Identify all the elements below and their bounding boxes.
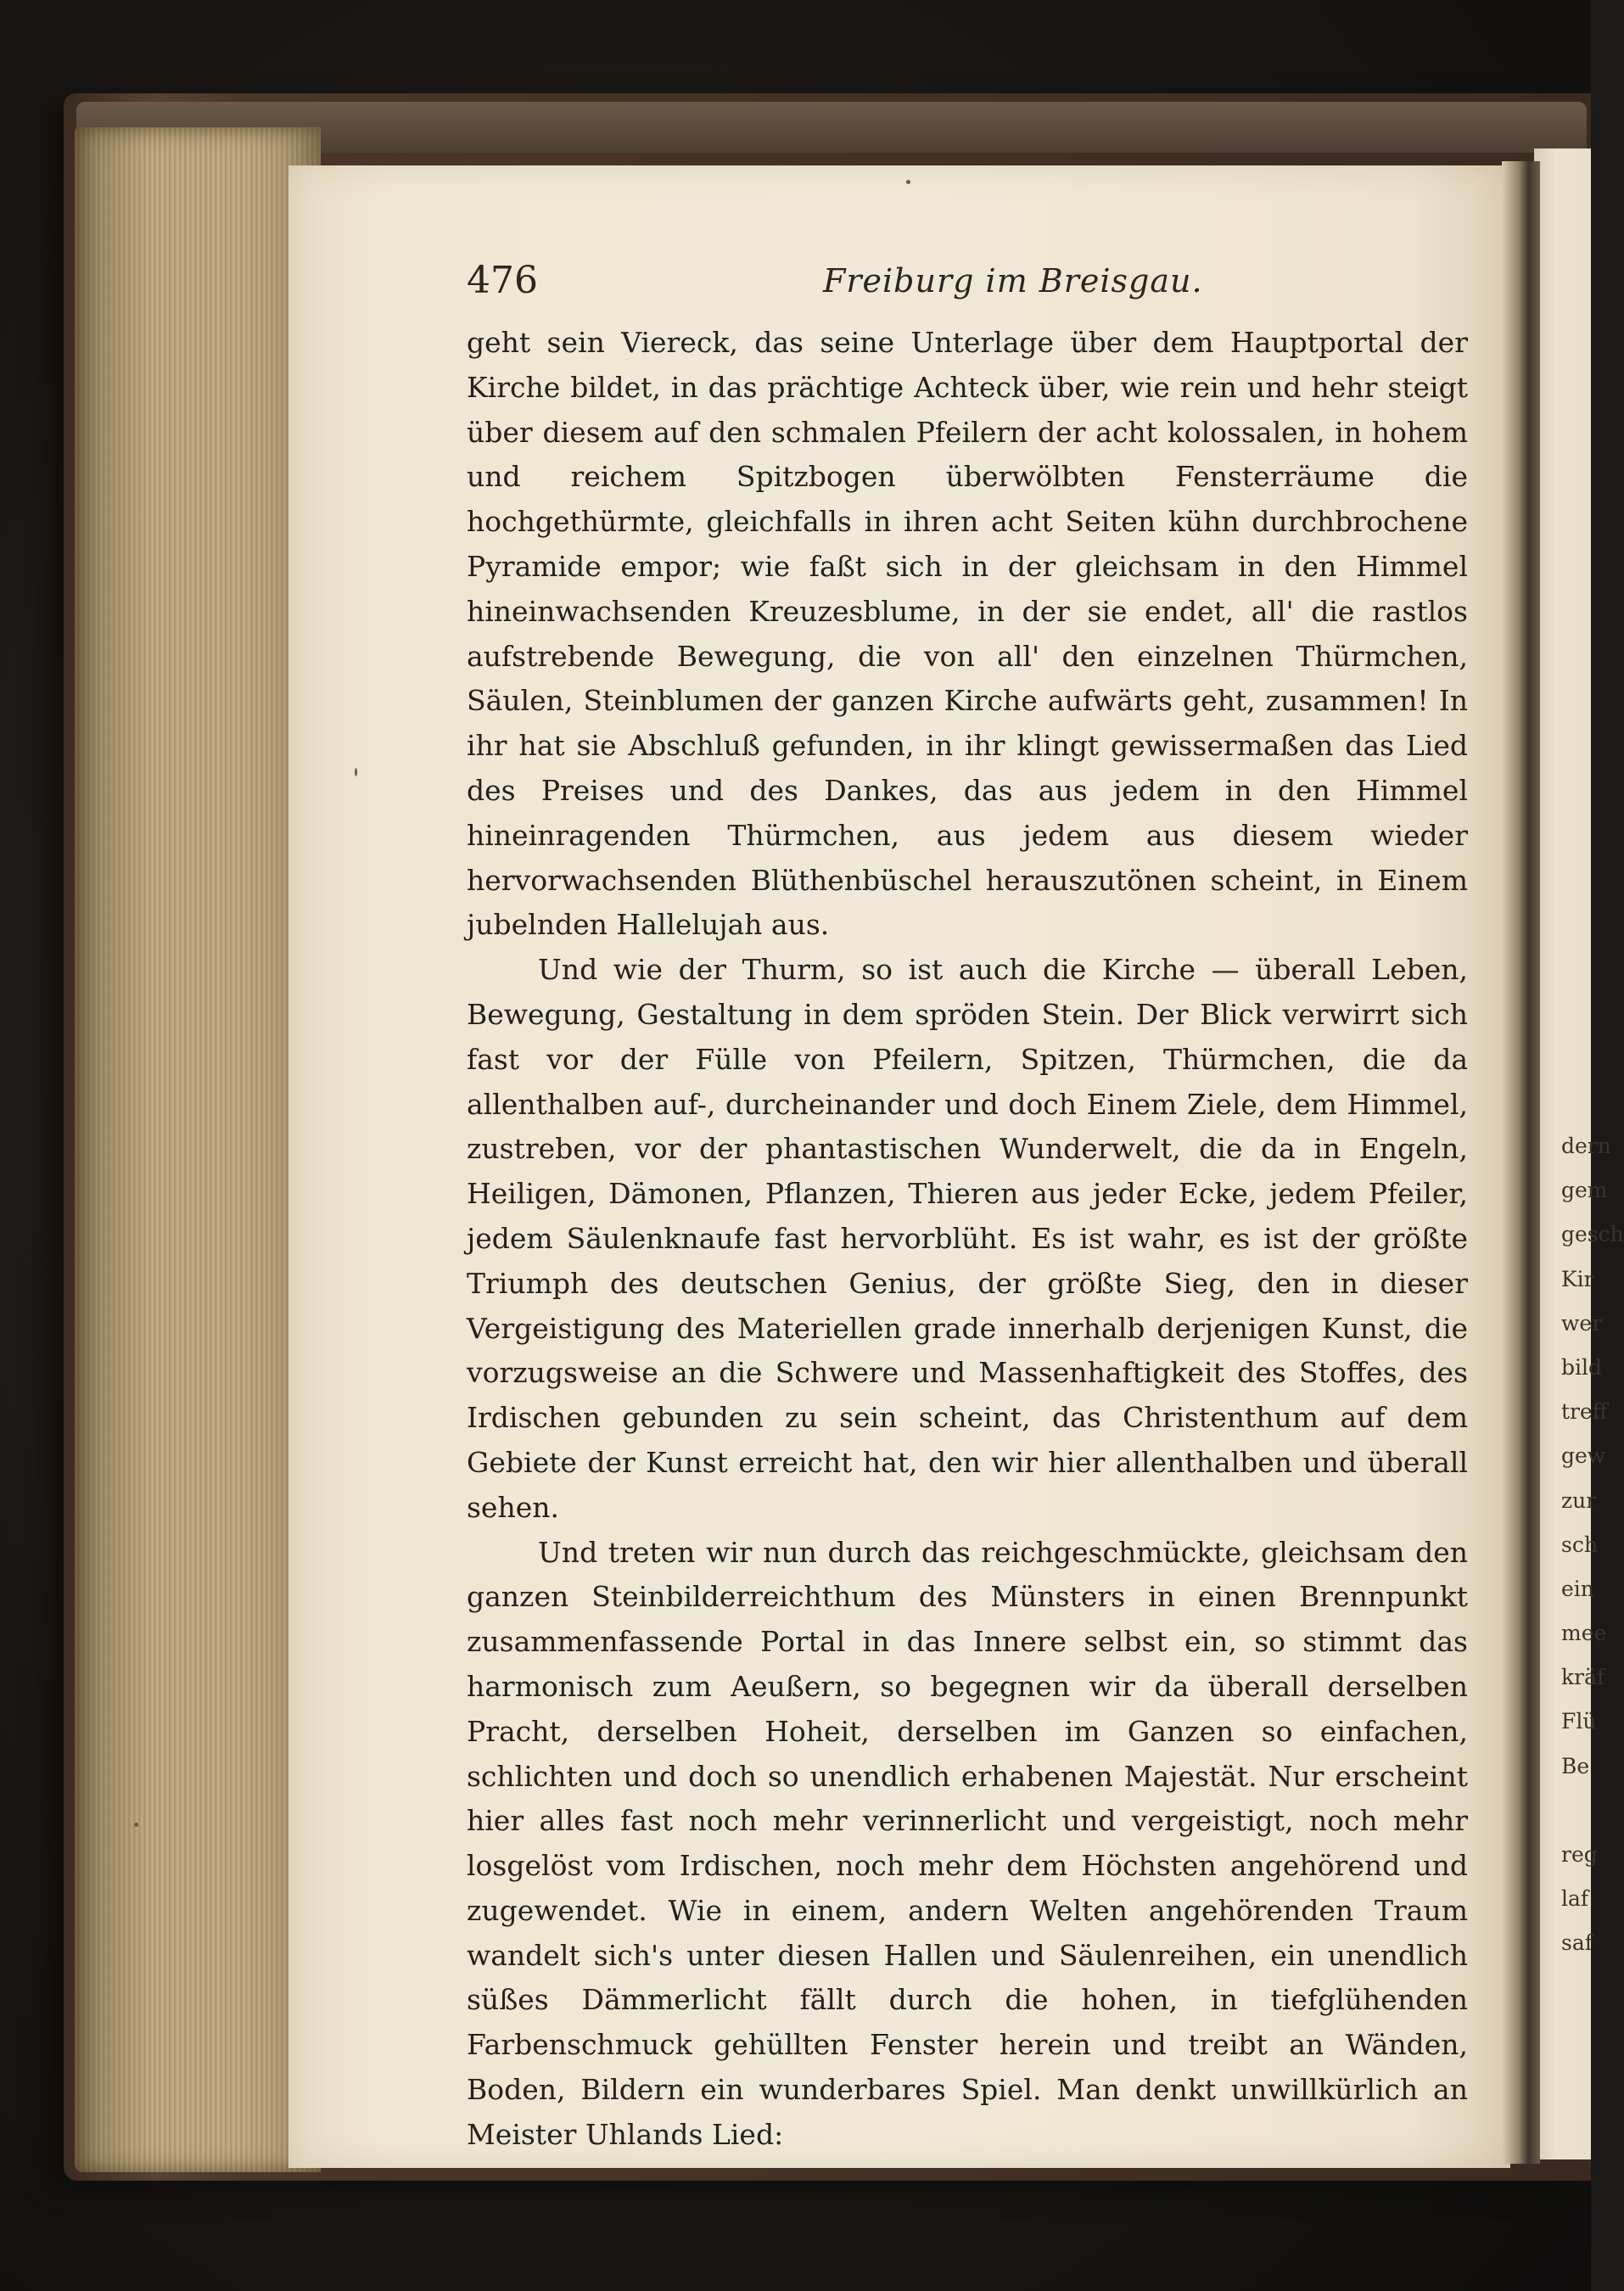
facing-fragment: Kir: [1561, 1266, 1594, 1291]
paragraph-2: Und wie der Thurm, so ist auch die Kirche — überall Leben, Bewegung, Gestaltung in dem spröden Stein. Der Blick verwirrt sich fast vor der Fülle von Pfeilern, Spitzen, Thürmchen, die da allenthalben auf-, durcheinander und doch Einem Ziele, dem Himmel, zustreben, vor der phantastischen Wunderwelt, die da in Engeln, Heiligen, Dämonen, Pflanzen, Thieren aus jeder Ecke, jedem Pfeiler, jedem Säulenknaufe fast hervorblüht. Es ist wahr, es ist der größte Triumph des deutschen Genius, der größte Sieg, den in dieser Vergeistigung des Materiellen grade innerhalb derjenigen Kunst, die vorzugsweise an die Schwere und Massenhaftigkeit des Stoffes, des Irdischen gebunden zu sein scheint, das Christenthum auf dem Gebiete der Kunst erreicht hat, den wir hier allenthalben und überall sehen.: [467, 953, 1468, 1524]
facing-fragment: gem: [1561, 1178, 1608, 1203]
facing-fragment: Be: [1561, 1753, 1590, 1778]
body-text: [467, 321, 1468, 2158]
paragraph-3: Und treten wir nun durch das reichgeschmückte, gleichsam den ganzen Steinbilderreichthum des Münsters in einen Brennpunkt zusammenfassende Portal in das Innere selbst ein, so stimmt das harmonisch zum Aeußern, so begegnen wir da überall derselben Pracht, derselben Hoheit, derselben im Ganzen so einfachen, schlichten und doch so unendlich erhabenen Majestät. Nur erscheint hier alles fast noch mehr verinnerlicht und vergeistigt, noch mehr losgelöst vom Irdischen, noch mehr dem Höchsten angehörend und zugewendet. Wie in einem, andern Welten angehörenden Traum wandelt sich's unter diesen Hallen und Säulenreihen, ein unendlich süßes Dämmerlicht fällt durch die hohen, in tiefglühenden Farbenschmuck gehüllten Fenster herein und treibt an Wänden, Boden, Bildern ein wunderbares Spiel. Man denkt unwillkürlich an Meister Uhlands Lied:: [467, 1535, 1468, 2151]
facing-fragment: saf: [1561, 1930, 1593, 1956]
paper-speck: [134, 1823, 138, 1827]
paper-speck: [355, 768, 357, 776]
facing-fragment: Flü: [1561, 1709, 1597, 1734]
facing-fragment: zur: [1561, 1487, 1597, 1513]
page-edges-shade: [75, 127, 321, 2172]
facing-fragment: kräf: [1561, 1665, 1605, 1690]
running-head: [467, 259, 1476, 310]
facing-fragment: dern: [1561, 1134, 1611, 1158]
facing-fragment: gesch: [1561, 1222, 1624, 1247]
facing-fragment: wer: [1561, 1310, 1603, 1336]
facing-fragment: treff: [1561, 1399, 1608, 1425]
facing-fragment: bild: [1561, 1354, 1602, 1380]
facing-fragment: ein: [1561, 1576, 1594, 1601]
book-gutter: [1502, 161, 1540, 2164]
paper-speck: [906, 180, 910, 184]
facing-fragment: [1561, 1789, 1595, 1833]
facing-fragment: sch: [1561, 1532, 1598, 1557]
facing-fragment: reg: [1561, 1842, 1598, 1867]
running-title: Freiburg im Breisgau.: [823, 262, 1203, 300]
facing-page-text: [1561, 1124, 1624, 1966]
page-number: 476: [467, 259, 538, 302]
facing-fragment: mee: [1561, 1621, 1607, 1646]
facing-fragment: gew: [1561, 1443, 1606, 1469]
facing-fragment: laf: [1561, 1886, 1589, 1912]
paragraph-1: geht sein Viereck, das seine Unterlage über dem Hauptportal der Kirche bildet, in das prächtige Achteck über, wie rein und hehr steigt über diesem auf den schmalen Pfeilern der acht kolossalen, in hohem und reichem Spitzbogen überwölbten Fensterräume die hochgethürmte, gleichfalls in ihren acht Seiten kühn durchbrochene Pyramide empor; wie faßt sich in der gleichsam in den Himmel hineinwachsenden Kreuzesblume, in der sie endet, all' die rastlos aufstrebende Bewegung, die von all' den einzelnen Thürmchen, Säulen, Steinblumen der ganzen Kirche aufwärts geht, zusammen! In ihr hat sie Abschluß gefunden, in ihr klingt gewissermaßen das Lied des Preises und des Dankes, das aus jedem in den Himmel hineinragenden Thürmchen, aus jedem aus diesem wieder hervorwachsenden Blüthenbüschel herauszutönen scheint, in Einem jubelnden Hallelujah aus.: [467, 326, 1468, 942]
